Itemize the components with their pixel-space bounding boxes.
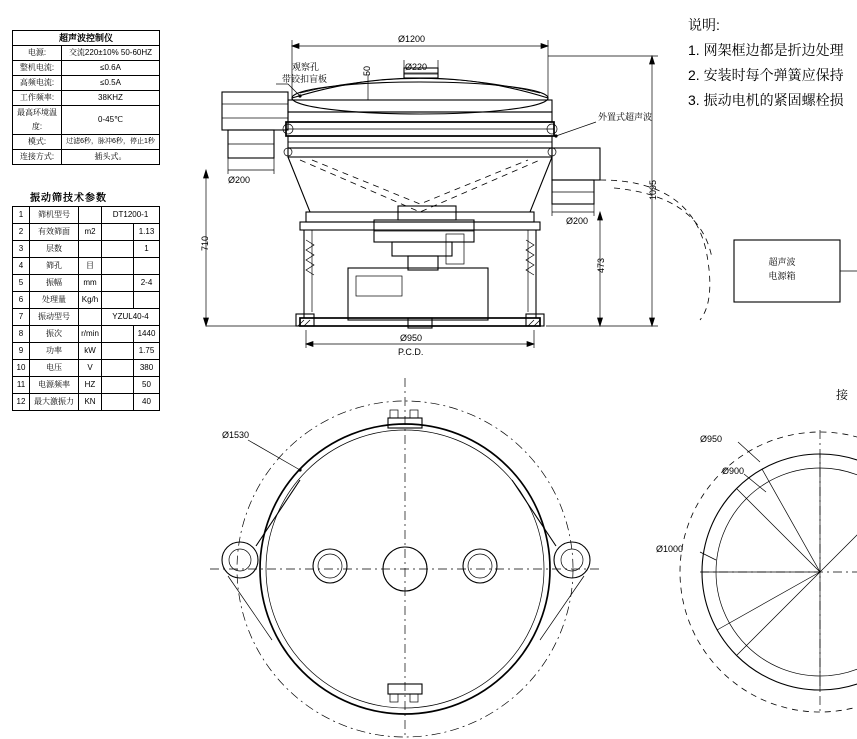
note-item: 1. 网架框边都是折边处理 <box>688 42 844 58</box>
table-cell: m2 <box>79 224 102 241</box>
param-table-title: 振动筛技术参数 <box>30 193 107 204</box>
table-cell: 最高环境温度: <box>13 106 62 135</box>
plan-view <box>210 378 600 739</box>
table-cell: 380 <box>134 360 160 377</box>
detail-dim-950: Ø950 <box>700 434 723 444</box>
dim-1095: 1095 <box>648 180 658 201</box>
table-cell: 有效筛面 <box>30 224 79 241</box>
table-cell: 2 <box>13 224 30 241</box>
notes-heading: 说明: <box>688 17 720 33</box>
detail-view-title: 接 <box>836 388 849 402</box>
table-cell: 1.75 <box>134 343 160 360</box>
detail-bolt-circle-view <box>680 430 857 714</box>
table-cell: 处理量 <box>30 292 79 309</box>
table-cell: 工作频率: <box>13 91 62 106</box>
table-cell: 电压 <box>30 360 79 377</box>
table-cell: 38KHZ <box>62 91 160 106</box>
table-cell: 振幅 <box>30 275 79 292</box>
table-cell: mm <box>79 275 102 292</box>
detail-dim-900: Ø900 <box>722 466 745 476</box>
note-item: 2. 安装时每个弹簧应保持 <box>688 67 844 83</box>
dim-diameter-1200: Ø1200 <box>398 34 426 44</box>
table-cell: 0-45℃ <box>62 106 160 135</box>
table-cell: HZ <box>79 377 102 394</box>
table-cell: 交流220±10% 50-60HZ <box>62 46 160 61</box>
table-cell: 振动型号 <box>30 309 79 326</box>
cable-route <box>600 180 712 320</box>
table-cell: 10 <box>13 360 30 377</box>
dim-diameter-1530: Ø1530 <box>222 430 250 440</box>
table-cell: 1440 <box>134 326 160 343</box>
table-cell: ≤0.6A <box>62 61 160 76</box>
table-cell: 4 <box>13 258 30 275</box>
table-cell: 模式: <box>13 135 62 150</box>
table-cell: 筛孔 <box>30 258 79 275</box>
note-item: 3. 振动电机的紧固螺栓损 <box>688 92 844 108</box>
control-table-title: 超声波控制仪 <box>13 31 160 46</box>
table-cell: 9 <box>13 343 30 360</box>
table-cell: 电源频率 <box>30 377 79 394</box>
table-cell: V <box>79 360 102 377</box>
table-cell: 2-4 <box>134 275 160 292</box>
table-cell: 插头式。 <box>62 150 160 165</box>
table-cell: 3 <box>13 241 30 258</box>
table-cell: 整机电流: <box>13 61 62 76</box>
front-elevation-view <box>222 68 600 328</box>
table-cell: 层数 <box>30 241 79 258</box>
table-cell: 7 <box>13 309 30 326</box>
table-cell: 6 <box>13 292 30 309</box>
table-cell: YZUL40-4 <box>102 309 160 326</box>
dim-710: 710 <box>200 236 210 252</box>
table-cell: r/min <box>79 326 102 343</box>
table-cell: 功率 <box>30 343 79 360</box>
table-cell: 目 <box>79 258 102 275</box>
table-cell: 电源: <box>13 46 62 61</box>
table-cell: 50 <box>134 377 160 394</box>
table-cell: 1 <box>134 241 160 258</box>
dim-473: 473 <box>596 258 606 274</box>
dim-outlet-left-200: Ø200 <box>228 175 251 185</box>
table-cell: Kg/h <box>79 292 102 309</box>
table-cell: 最大激振力 <box>30 394 79 411</box>
table-cell: DT1200-1 <box>102 207 160 224</box>
table-cell: 8 <box>13 326 30 343</box>
table-cell: kW <box>79 343 102 360</box>
power-box-label-2: 电源箱 <box>768 271 796 281</box>
table-cell: 高频电流: <box>13 76 62 91</box>
front-view-dimensions <box>204 40 659 348</box>
table-cell: 过滤6秒，脉冲6秒，停止1秒 <box>62 135 160 150</box>
table-cell: 筛机型号 <box>30 207 79 224</box>
table-cell: 5 <box>13 275 30 292</box>
table-cell: 1.13 <box>134 224 160 241</box>
label-external-ultrasonic: 外置式超声波 <box>598 112 653 122</box>
label-pcd: P.C.D. <box>398 347 424 357</box>
table-cell: 40 <box>134 394 160 411</box>
table-cell: KN <box>79 394 102 411</box>
dim-outlet-right-200: Ø200 <box>566 216 589 226</box>
detail-dim-1000: Ø1000 <box>656 544 684 554</box>
table-cell: 振次 <box>30 326 79 343</box>
dim-diameter-950: Ø950 <box>400 333 423 343</box>
label-observation-cover: 带铰扣盲板 <box>282 74 328 84</box>
power-box-label-1: 超声波 <box>768 257 796 267</box>
label-observation-hole: 观察孔 <box>292 62 320 72</box>
table-cell: 1 <box>13 207 30 224</box>
dim-diameter-220: Ø220 <box>405 62 428 72</box>
table-cell: ≤0.5A <box>62 76 160 91</box>
table-cell: 12 <box>13 394 30 411</box>
dim-50: 50 <box>362 66 372 77</box>
table-cell: 连接方式: <box>13 150 62 165</box>
table-cell: 11 <box>13 377 30 394</box>
